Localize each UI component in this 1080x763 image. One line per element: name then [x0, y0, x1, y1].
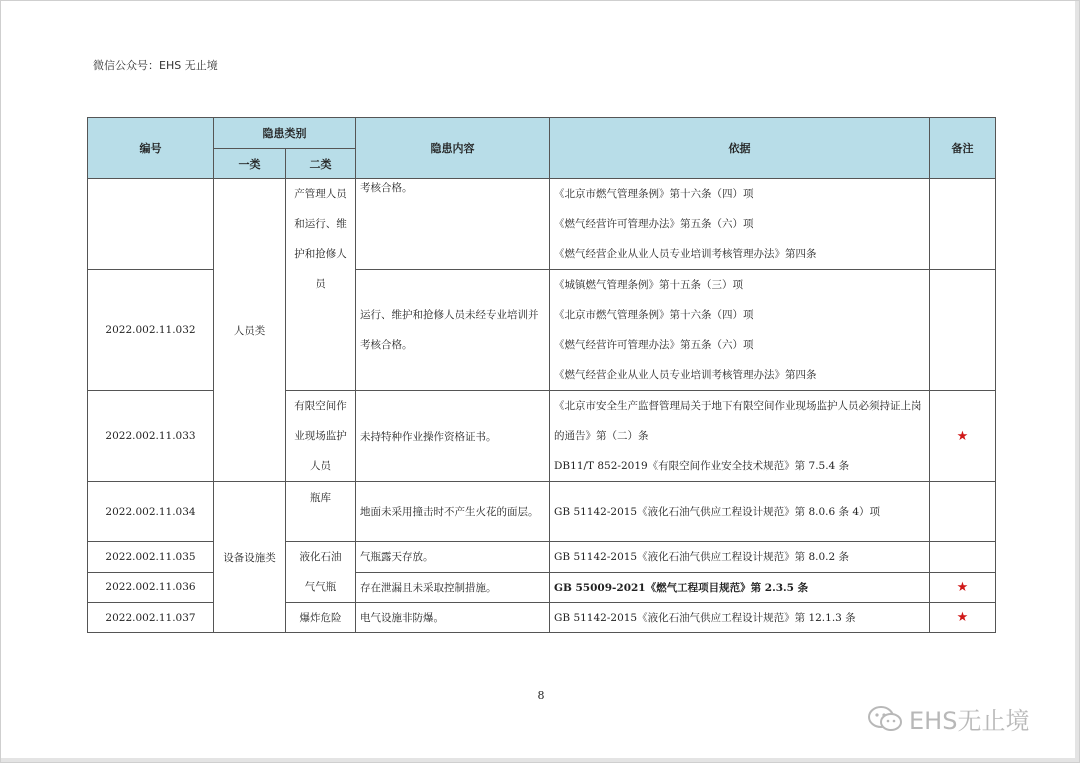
cat2-cell: 液化石油气气瓶	[286, 542, 356, 603]
hazard-table	[87, 117, 996, 633]
hazard-content: 气瓶露天存放。	[356, 542, 550, 573]
hazard-content: 未持特种作业操作资格证书。	[356, 391, 550, 482]
watermark	[867, 701, 1029, 736]
table-row-code: 2022.002.11.037	[88, 603, 214, 633]
hazard-content: 地面未采用撞击时不产生火花的面层。	[356, 482, 550, 542]
hazard-content: 电气设施非防爆。	[356, 603, 550, 633]
basis-cell	[550, 391, 930, 482]
header-remark: 备注	[930, 118, 996, 179]
basis-cell: GB 51142-2015《液化石油气供应工程设计规范》第 8.0.2 条	[550, 542, 930, 573]
table-row-code: 2022.002.11.035	[88, 542, 214, 573]
page-number: 8	[537, 689, 545, 702]
wechat-icon	[867, 705, 903, 733]
basis-line: 《北京市安全生产监督管理局关于地下有限空间作业现场监护人员必须持证上岗的通告》第（二）条	[554, 400, 922, 442]
cat2-cell: 瓶库	[286, 482, 356, 542]
basis-line: 《北京市燃气管理条例》第十六条（四）项	[554, 188, 754, 200]
remark-cell: ★	[930, 572, 996, 603]
header-content: 隐患内容	[356, 118, 550, 179]
table-row-code	[88, 179, 214, 270]
basis-line: DB11/T 852-2019《有限空间作业安全技术规范》第 7.5.4 条	[554, 460, 850, 472]
basis-line: 《城镇燃气管理条例》第十五条（三）项	[554, 279, 743, 291]
basis-line: 《燃气经营企业从业人员专业培训考核管理办法》第四条	[554, 369, 817, 381]
cat1-personnel: 人员类	[214, 179, 286, 482]
table-row-code: 2022.002.11.036	[88, 572, 214, 603]
basis-cell	[550, 179, 930, 270]
remark-cell	[930, 179, 996, 270]
remark-cell	[930, 542, 996, 573]
hazard-content: 存在泄漏且未采取控制措施。	[356, 572, 550, 603]
basis-line: 《燃气经营企业从业人员专业培训考核管理办法》第四条	[554, 248, 817, 260]
remark-cell	[930, 482, 996, 542]
basis-cell: GB 55009-2021《燃气工程项目规范》第 2.3.5 条	[550, 572, 930, 603]
basis-cell: GB 51142-2015《液化石油气供应工程设计规范》第 8.0.6 条 4）项	[550, 482, 930, 542]
hazard-content: 考核合格。	[356, 179, 550, 270]
page-header: 微信公众号：EHS 无止境	[93, 59, 218, 72]
cat1-facility: 设备设施类	[214, 482, 286, 633]
basis-line: 《燃气经营许可管理办法》第五条（六）项	[554, 218, 754, 230]
table-row-code: 2022.002.11.032	[88, 270, 214, 391]
cat2-cell: 爆炸危险	[286, 603, 356, 633]
cat2-cell: 产管理人员和运行、维护和抢修人员	[286, 179, 356, 391]
remark-cell: ★	[930, 391, 996, 482]
basis-cell	[550, 270, 930, 391]
cat2-cell: 有限空间作业现场监护人员	[286, 391, 356, 482]
basis-line: 《北京市燃气管理条例》第十六条（四）项	[554, 309, 754, 321]
table-row-code: 2022.002.11.033	[88, 391, 214, 482]
remark-cell	[930, 270, 996, 391]
header-cat1: 一类	[214, 149, 286, 179]
header-cat2: 二类	[286, 149, 356, 179]
remark-cell: ★	[930, 603, 996, 633]
header-basis: 依据	[550, 118, 930, 179]
header-code: 编号	[88, 118, 214, 179]
hazard-content: 运行、维护和抢修人员未经专业培训并考核合格。	[356, 270, 550, 391]
watermark-text: EHS无止境	[909, 707, 1030, 735]
basis-line: 《燃气经营许可管理办法》第五条（六）项	[554, 339, 754, 351]
header-category: 隐患类别	[214, 118, 356, 149]
table-row-code: 2022.002.11.034	[88, 482, 214, 542]
basis-cell: GB 51142-2015《液化石油气供应工程设计规范》第 12.1.3 条	[550, 603, 930, 633]
